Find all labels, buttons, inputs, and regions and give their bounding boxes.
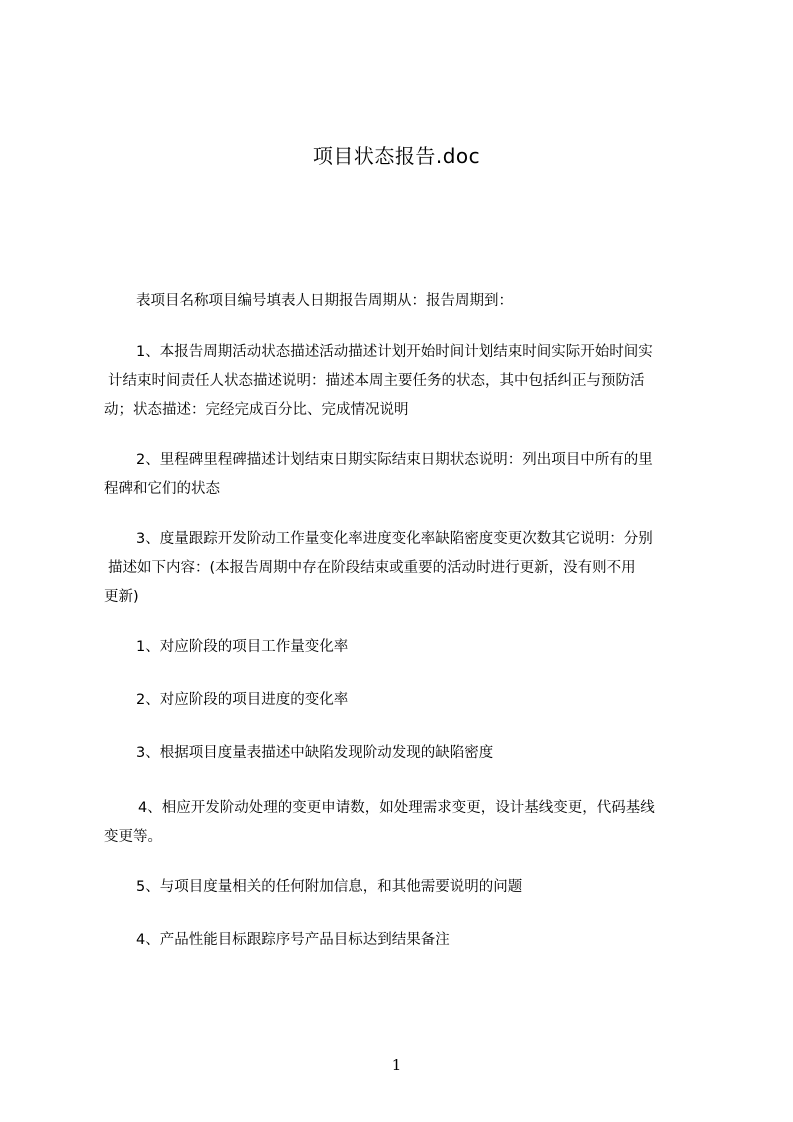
- list-item-defect-density: [104, 739, 716, 768]
- text-line: 1、本报告周期活动状态描述活动描述计划开始时间计划结束时间实际开始时间实: [136, 344, 653, 360]
- text-line: 计结束时间责任人状态描述说明：描述本周主要任务的状态，其中包括纠正与预防活: [108, 373, 645, 389]
- list-item-additional-info: [104, 873, 716, 902]
- text-line: 5、与项目度量相关的任何附加信息，和其他需要说明的问题: [136, 879, 523, 895]
- list-item-change-requests: [104, 794, 716, 852]
- text-line: 1、对应阶段的项目工作量变化率: [136, 639, 349, 655]
- list-item-workload-change: [104, 633, 716, 662]
- page-number: 1: [391, 1056, 402, 1074]
- text-line: 3、度量跟踪开发阶动工作量变化率进度变化率缺陷密度变更次数其它说明：分别: [136, 531, 653, 547]
- section-milestones: [104, 446, 716, 504]
- text-line: 4、相应开发阶动处理的变更申请数，如处理需求变更，设计基线变更，代码基线: [138, 800, 655, 816]
- text-line: 3、根据项目度量表描述中缺陷发现阶动发现的缺陷密度: [136, 745, 494, 761]
- section-metrics-tracking: [104, 525, 716, 612]
- text-line: 描述如下内容：(本报告周期中存在阶段结束或重要的活动时进行更新，没有则不用: [108, 560, 636, 576]
- document-title: 项目状态报告.doc: [312, 144, 481, 168]
- text-line: 2、里程碑里程碑描述计划结束日期实际结束日期状态说明：列出项目中所有的里: [136, 452, 653, 468]
- list-item-schedule-change: [104, 686, 716, 715]
- text-line: 2、对应阶段的项目进度的变化率: [136, 692, 349, 708]
- text-line: 表项目名称项目编号填表人日期报告周期从：报告周期到：: [136, 293, 513, 309]
- text-line: 程碑和它们的状态: [104, 481, 220, 497]
- section-activity-status: [104, 338, 716, 425]
- text-line: 动；状态描述：完经完成百分比、完成情况说明: [104, 402, 409, 418]
- section-product-performance: [104, 926, 716, 955]
- text-line: 4、产品性能目标跟踪序号产品目标达到结果备注: [136, 932, 450, 948]
- text-line: 更新): [104, 589, 139, 605]
- report-header-fields: [104, 287, 716, 316]
- text-line: 变更等。: [104, 829, 162, 845]
